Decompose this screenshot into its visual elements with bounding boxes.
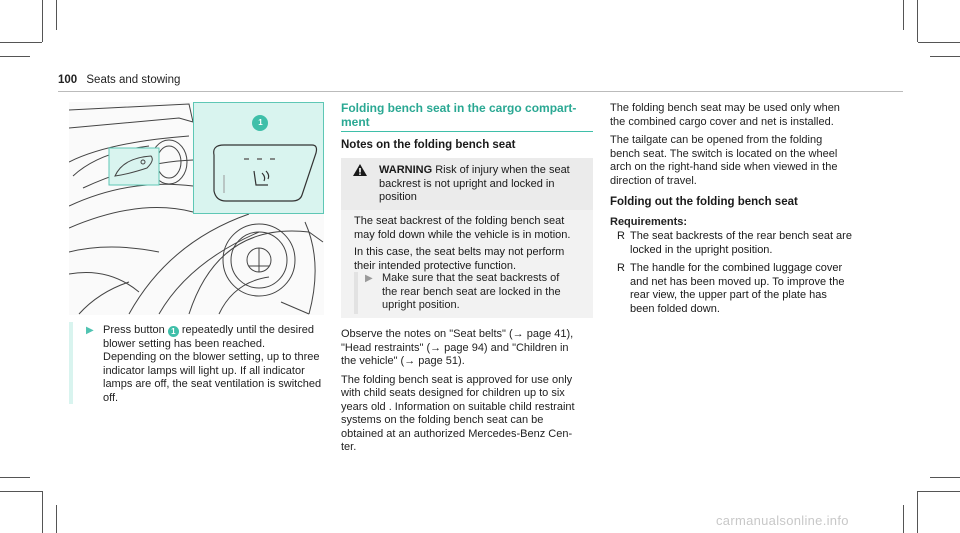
crop-mark bbox=[56, 505, 57, 533]
requirements-label: Requirements: bbox=[610, 216, 688, 228]
crop-mark bbox=[917, 491, 918, 533]
crop-mark bbox=[0, 42, 42, 43]
section-rule bbox=[341, 131, 593, 132]
crop-mark bbox=[56, 0, 57, 30]
middle-paragraphs: Observe the notes on "Seat belts" (→ page 41), "Head restraints" (→ page 94) and "Children in the vehicle" (→ page 51). The folding bench seat is approved for use only with child seats designed for children up to six years old . Information on suitable child restraint systems on the folding bench seat can be obtained at an authorized Mercedes-Benz Cen- ter. bbox=[341, 328, 575, 453]
crop-mark bbox=[42, 491, 43, 533]
bullet-marker: R bbox=[617, 230, 625, 242]
notes-subheading: Notes on the folding bench seat bbox=[341, 139, 516, 151]
crop-mark bbox=[42, 0, 43, 42]
warning-triangle-icon bbox=[352, 163, 368, 177]
page-header bbox=[58, 74, 180, 86]
warning-body: The seat backrest of the folding bench seat may fold down while the vehicle is in motion. In this case, the seat belts may not perform their intended protective function. bbox=[354, 215, 571, 272]
crop-mark bbox=[903, 0, 904, 30]
step-arrow-icon: ▶ bbox=[86, 325, 94, 336]
crop-mark bbox=[0, 477, 30, 478]
watermark: carmanualsonline.info bbox=[716, 513, 849, 528]
crop-mark bbox=[918, 42, 960, 43]
warning-step-accent-bar bbox=[354, 272, 358, 314]
crop-mark bbox=[0, 491, 42, 492]
folding-out-subheading: Folding out the folding bench seat bbox=[610, 196, 798, 208]
warning-label: WARNING bbox=[379, 164, 433, 176]
warning-header-text: WARNING Risk of injury when the seat backrest is not upright and locked in position bbox=[379, 164, 570, 203]
crop-mark bbox=[930, 56, 960, 57]
page-number: 100 bbox=[58, 74, 78, 86]
crop-mark bbox=[917, 0, 918, 42]
crop-mark bbox=[903, 505, 904, 533]
callout-badge-1: 1 bbox=[255, 117, 266, 128]
crop-mark bbox=[0, 56, 30, 57]
step-accent-bar bbox=[69, 322, 73, 404]
bullet-marker: R bbox=[617, 262, 625, 274]
right-column: The folding bench seat may be used only when the combined cargo cover and net is installed. The tailgate can be opened from the folding bench seat. The switch is located on the wheel arch on the right-hand side when viewed in the direction of travel. bbox=[610, 102, 840, 187]
crop-mark bbox=[930, 477, 960, 478]
callout-badge-inline: 1 bbox=[168, 326, 179, 337]
header-title: Seats and stowing bbox=[86, 74, 181, 86]
button-detail-inset bbox=[193, 102, 324, 214]
step-arrow-icon: ▶ bbox=[365, 273, 373, 284]
header-rule bbox=[58, 91, 903, 92]
crop-mark bbox=[918, 491, 960, 492]
step-prefix: Press button bbox=[103, 324, 165, 336]
section-title: Folding bench seat in the cargo compart- ment bbox=[341, 101, 577, 129]
